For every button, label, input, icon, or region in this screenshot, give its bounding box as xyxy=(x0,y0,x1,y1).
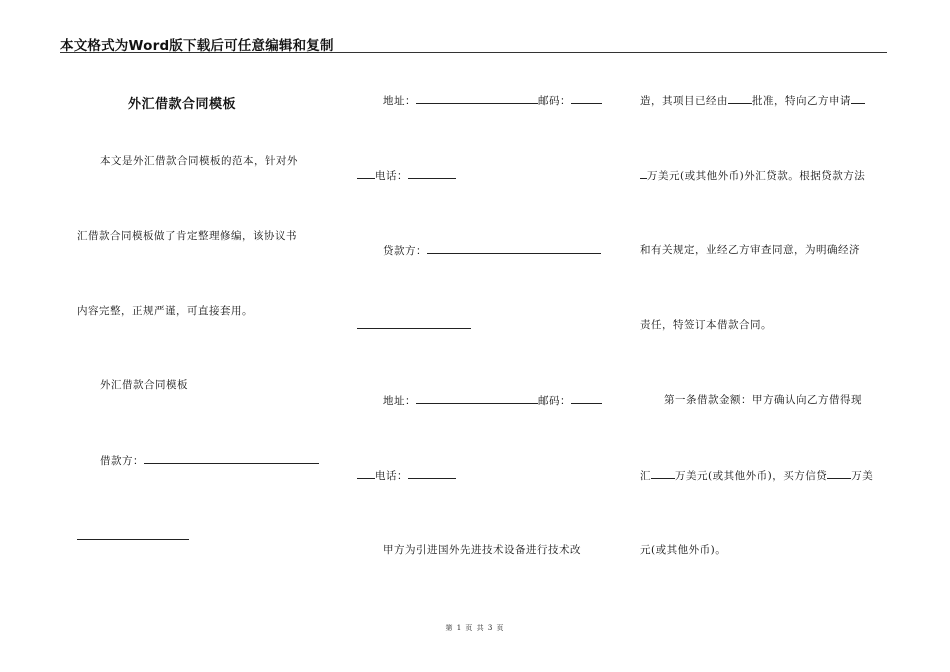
approver-blank xyxy=(728,93,752,104)
contract-subtitle: 外汇借款合同模板 xyxy=(100,379,188,391)
lender-line xyxy=(383,243,601,258)
col3-line-2 xyxy=(640,168,865,183)
address-blank xyxy=(416,393,538,404)
body-paragraph-start: 甲方为引进国外先进技术设备进行技术改 xyxy=(383,544,581,556)
phone-line-1 xyxy=(357,168,456,183)
amount-blank xyxy=(851,93,865,104)
postcode-label: 邮码： xyxy=(538,395,571,407)
postcode-blank xyxy=(571,393,602,404)
text-segment: 万美元(或其他外币)，买方信贷 xyxy=(675,470,828,482)
article-1-heading: 第一条借款金额：甲方确认向乙方借得现 xyxy=(664,394,862,406)
address-line-1 xyxy=(383,93,602,108)
text-segment: 万美 xyxy=(851,470,874,482)
address-label: 地址： xyxy=(383,395,416,407)
phone-blank xyxy=(408,468,456,479)
header-divider xyxy=(60,52,887,53)
postcode-blank xyxy=(571,93,602,104)
document-header: 本文格式为Word版下载后可任意编辑和复制 xyxy=(60,38,334,54)
amount-blank xyxy=(640,168,647,179)
phone-label: 电话： xyxy=(375,470,408,482)
borrower-continuation-blank xyxy=(77,539,189,540)
text-segment: 造，其项目已经由 xyxy=(640,95,728,107)
borrower-line xyxy=(100,453,319,468)
lender-label: 贷款方： xyxy=(383,245,427,257)
page-number: 第 1 页 共 3 页 xyxy=(445,624,505,632)
phone-label: 电话： xyxy=(375,170,408,182)
address-blank xyxy=(416,93,538,104)
borrower-blank xyxy=(144,453,319,464)
postcode-label: 邮码： xyxy=(538,95,571,107)
lender-continuation-blank xyxy=(357,328,471,329)
address-line-2 xyxy=(383,393,602,408)
phone-line-2 xyxy=(357,468,456,483)
address-label: 地址： xyxy=(383,95,416,107)
text-segment: 批准，特向乙方申请 xyxy=(752,95,851,107)
col3-line-7: 元(或其他外币)。 xyxy=(640,544,727,556)
phone-blank xyxy=(408,168,456,179)
credit-amount-blank xyxy=(827,468,851,479)
lender-blank xyxy=(427,243,601,254)
text-segment: 汇 xyxy=(640,470,651,482)
intro-line-3: 内容完整，正规严谨，可直接套用。 xyxy=(77,305,253,317)
intro-line-1: 本文是外汇借款合同模板的范本，针对外 xyxy=(100,155,298,167)
borrower-label: 借款方： xyxy=(100,455,144,467)
cash-amount-blank xyxy=(651,468,675,479)
intro-line-2: 汇借款合同模板做了肯定整理修编，该协议书 xyxy=(77,230,297,242)
phone-prefix-blank xyxy=(357,468,375,479)
document-title: 外汇借款合同模板 xyxy=(128,97,237,112)
text-segment: 万美元(或其他外币)外汇贷款。根据贷款方法 xyxy=(647,170,866,182)
col3-line-4: 责任，特签订本借款合同。 xyxy=(640,319,772,331)
col3-line-1 xyxy=(640,93,865,108)
col3-line-6 xyxy=(640,468,873,483)
phone-prefix-blank xyxy=(357,168,375,179)
col3-line-3: 和有关规定，业经乙方审查同意，为明确经济 xyxy=(640,244,860,256)
